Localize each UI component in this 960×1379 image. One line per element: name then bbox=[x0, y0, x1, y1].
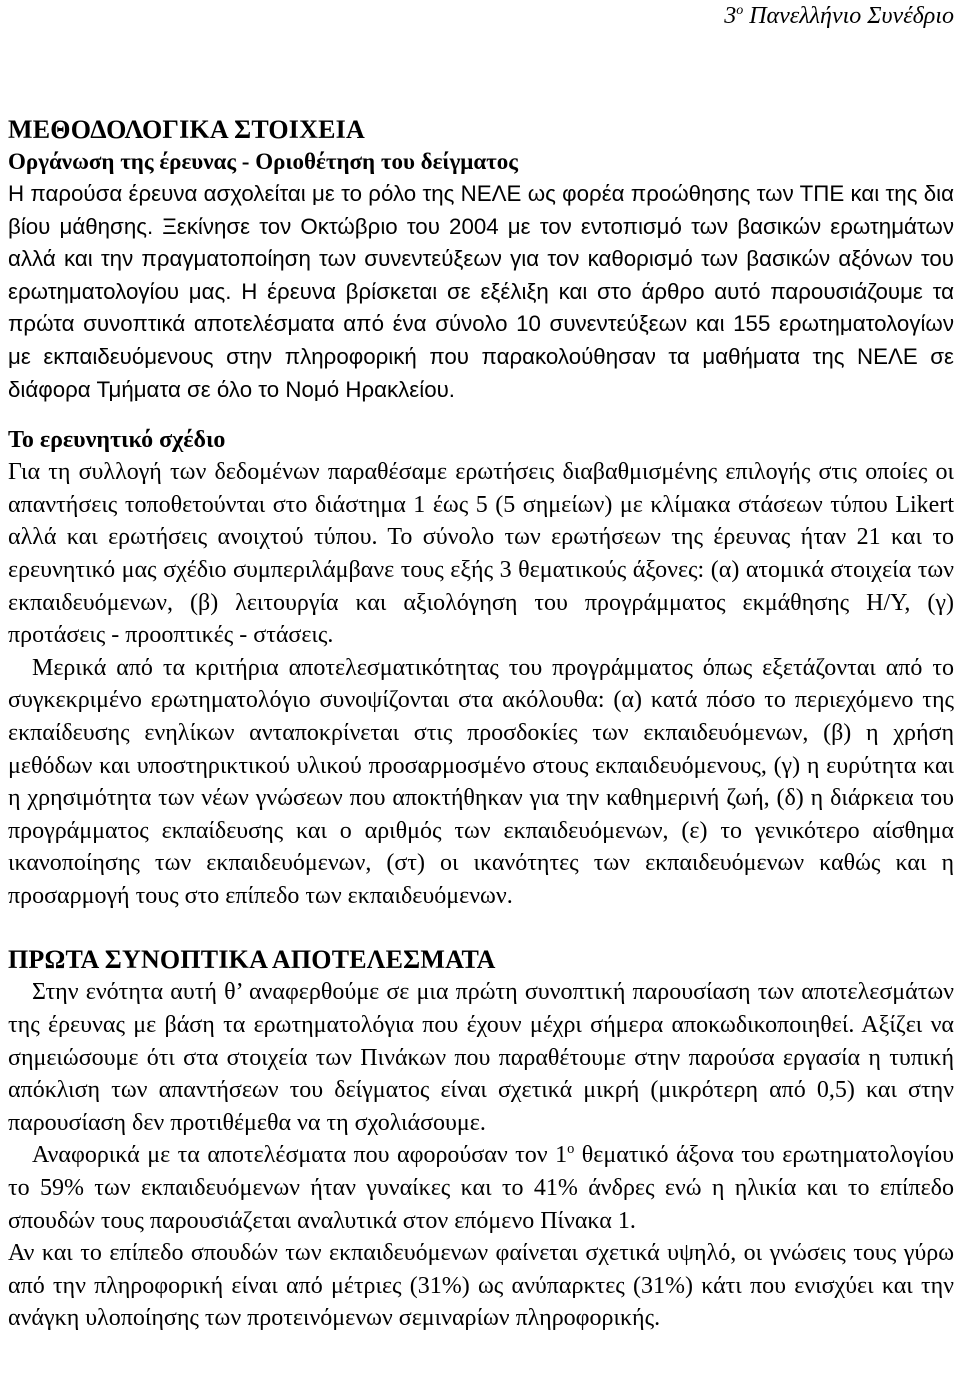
running-header bbox=[724, 2, 954, 30]
methods-subheading: Οργάνωση της έρευνας - Οριοθέτηση του δείγματος bbox=[8, 149, 518, 174]
results-paragraph-2-start: Αναφορικά με τα αποτελέσματα που αφορούσαν τον 1 bbox=[32, 1142, 568, 1169]
design-paragraph-2: Μερικά από τα κριτήρια αποτελεσματικότητας του προγράμματος όπως εξετάζονται από το συγκεκριμένο ερωτηματολόγιο συνοψίζονται στα ακόλουθα: (α) κατά πόσο το περιεχόμενο της εκπαίδευσης ενηλίκων ανταποκρίνεται στις προσδοκίες των εκπαιδευόμενων, (β) η χρήση μεθόδων και υποστηρικτικού υλικού προσαρμοσμένο στους εκπαιδευόμενους, (γ) η ευρύτητα και η χρησιμότητα των νέων γνώσεων που αποκτήθηκαν για την καθημερινή ζωή, (δ) η διάρκεια του προγράμματος εκπαίδευσης και ο αριθμός των εκπαιδευόμενων, (ε) το γενικότερο αίσθημα ικανοποίησης των εκπαιδευόμενων, (στ) οι ικανότητες των εκπαιδευόμενων καθώς και η προσαρμογή τους στο επίπεδο των εκπαιδευόμενων. bbox=[8, 654, 954, 909]
results-heading: ΠΡΩΤΑ ΣΥΝΟΠΤΙΚΑ ΑΠΟΤΕΛΕΣΜΑΤΑ bbox=[8, 945, 496, 975]
conference-title: Πανελλήνιο Συνέδριο bbox=[749, 3, 954, 29]
design-heading: Το ερευνητικό σχέδιο bbox=[8, 427, 226, 454]
methods-heading: ΜΕΘΟΔΟΛΟΓΙΚΑ ΣΤΟΙΧΕΙΑ bbox=[8, 115, 365, 144]
results-paragraph-2 bbox=[8, 1139, 954, 1237]
results-paragraph-2-end: θεματικό άξονα του ερωτηματολογίου το 59% των εκπαιδευόμενων ήταν γυναίκες και το 41% άνδρες ενώ η ηλικία και το επίπεδο σπουδών τους παρουσιάζεται αναλυτικά στον επόμενο Πίνακα 1. bbox=[8, 1142, 954, 1234]
document-body bbox=[8, 114, 954, 1335]
results-paragraph-1: Στην ενότητα αυτή θ’ αναφερθούμε σε μια πρώτη συνοπτική παρουσίαση των αποτελεσμάτων της έρευνας με βάση τα ερωτηματολόγια που έχουν μέχρι σήμερα αποκωδικοποιηθεί. Αξίζει να σημειώσουμε ότι στα στοιχεία των Πινάκων που παραθέτουμε στην παρούσα εργασία η τυπική απόκλιση των απαντήσεων του δείγματος είναι σχετικά μικρή (μικρότερη από 0,5) και στην παρουσίαση δεν προτιθέμεθα να τη σχολιάσουμε. bbox=[8, 979, 954, 1136]
conference-ordinal: ο bbox=[736, 3, 744, 18]
ordinal-marker: ο bbox=[567, 1141, 575, 1158]
design-paragraph-1: Για τη συλλογή των δεδομένων παραθέσαμε ερωτήσεις διαβαθμισμένης επιλογής στις οποίες οι απαντήσεις τοποθετούνται στο διάστημα 1 έως 5 (5 σημείων) με κλίμακα στάσεων τύπου Likert αλλά και ερωτήσεις ανοιχτού τύπου. Το σύνολο των ερωτήσεων της έρευνας ήταν 21 και το ερευνητικό μας σχέδιο συμπεριλάμβανε τους εξής 3 θεματικούς άξονες: (α) ατομικά στοιχεία των εκπαιδευόμενων, (β) λειτουργία και αξιολόγηση του προγράμματος εκμάθησης Η/Υ, (γ) προτάσεις - προοπτικές - στάσεις. bbox=[8, 459, 954, 649]
methods-paragraph: Η παρούσα έρευνα ασχολείται με το ρόλο της ΝΕΛΕ ως φορέα προώθησης των ΤΠΕ και της δια βίου μάθησης. Ξεκίνησε τον Οκτώβριο του 2004 με τον εντοπισμό των βασικών ερωτημάτων αλλά και την πραγματοποίηση των συνεντεύξεων για τον καθορισμό των βασικών αξόνων του ερωτηματολογίου μας. Η έρευνα βρίσκεται σε εξέλιξη και στο άρθρο αυτό παρουσιάζουμε τα πρώτα συνοπτικά αποτελέσματα από ένα σύνολο 10 συνεντεύξεων και 155 ερωτηματολογίων με εκπαιδευόμενους στην πληροφορική που παρακολούθησαν τα μαθήματα της ΝΕΛΕ σε διάφορα Τμήματα σε όλο το Νομό Ηρακλείου. bbox=[8, 181, 954, 402]
conference-number: 3 bbox=[724, 3, 737, 29]
results-paragraph-3: Αν και το επίπεδο σπουδών των εκπαιδευόμενων φαίνεται σχετικά υψηλό, οι γνώσεις τους γύρω από την πληροφορική είναι από μέτριες (31%) ως ανύπαρκτες (31%) κάτι που ενισχύει και την ανάγκη υλοποίησης των προτεινόμενων σεμιναρίων πληροφορικής. bbox=[8, 1240, 954, 1332]
